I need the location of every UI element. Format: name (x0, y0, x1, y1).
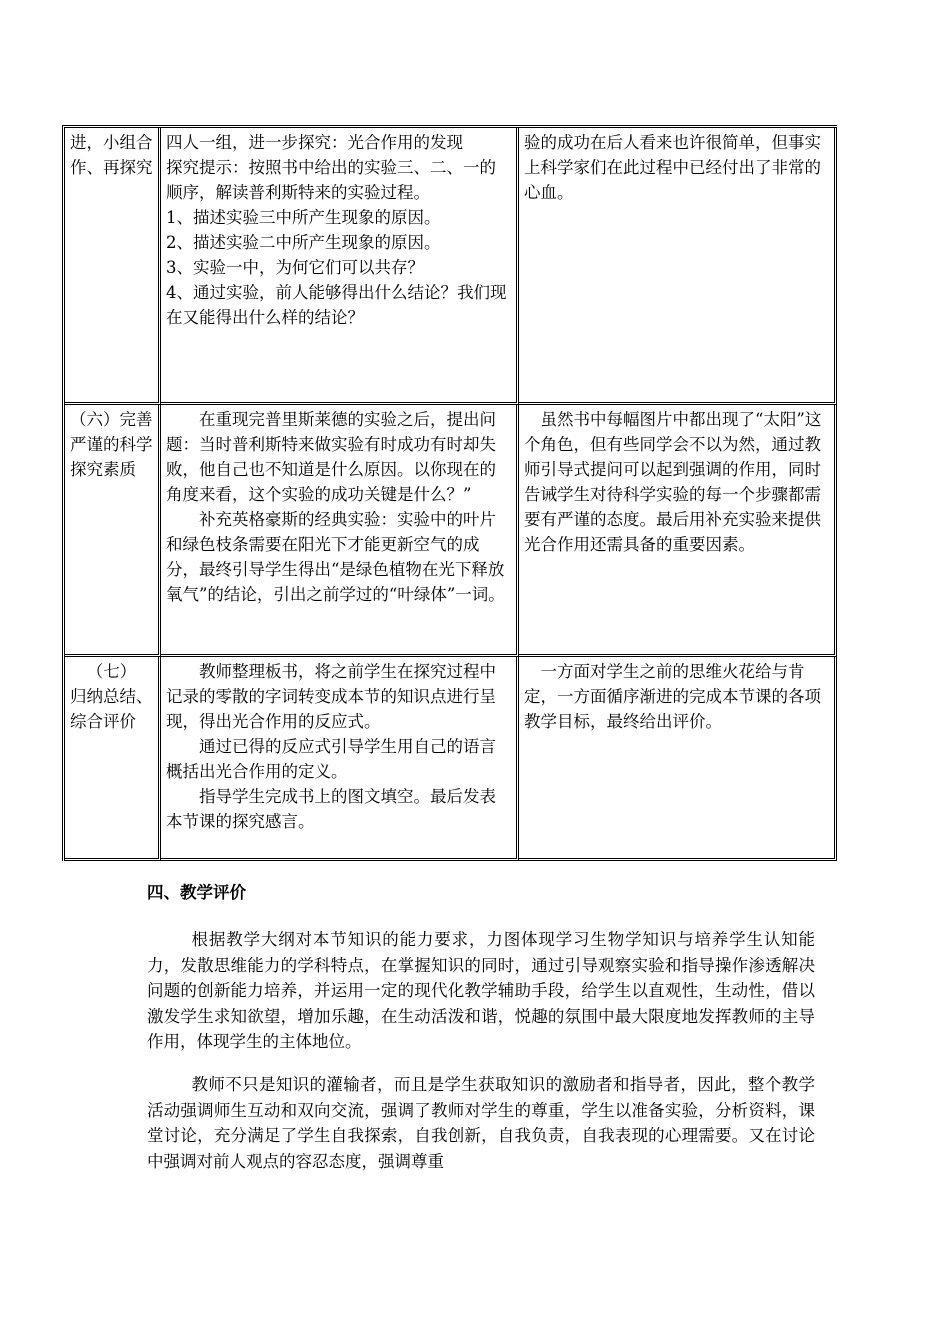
activity-line: 4、通过实验，前人能够得出什么结论？我们现在又能得出什么样的结论？ (166, 283, 507, 327)
activity-line: 四人一组，进一步探究：光合作用的发现 (166, 133, 463, 152)
intent-text: 虽然书中每幅图片中都出现了“太阳”这个角色，但有些同学会不以为然，通过教师引导式提问可以起到强调的作用，同时告诫学生对待科学实验的每一个步骤都需要有严谨的态度。最后用补充实验来提供光合作用还需具备的重要因素。 (524, 410, 822, 554)
body-paragraph: 教师不只是知识的灌输者，而且是学生获取知识的激励者和指导者，因此，整个教学活动强调师生互动和双向交流，强调了教师对学生的尊重，学生以准备实验，分析资料，课堂讨论，充分满足了学生自我探索，自我创新，自我负责，自我表现的心理需要。又在讨论中强调对前人观点的容忍态度，强调尊重 (147, 1075, 815, 1171)
stage-cell (65, 405, 161, 657)
activity-cell (161, 657, 519, 861)
activity-paragraph: 补充英格豪斯的经典实验：实验中的叶片和绿色枝条需要在阳光下才能更新空气的成分，最终引导学生得出“是绿色植物在光下释放氧气”的结论，引出之前学过的“叶绿体”一词。 (166, 510, 505, 604)
lesson-plan-table (62, 125, 837, 861)
table-row (65, 128, 837, 405)
stage-text: （六）完善严谨的科学探究素质 (70, 410, 153, 479)
activity-line: 3、实验一中，为何它们可以共存？ (166, 258, 424, 277)
table-row (65, 405, 837, 657)
activity-line: 2、描述实验二中所产生现象的原因。 (166, 233, 441, 252)
intent-text: 验的成功在后人看来也许很简单，但事实上科学家们在此过程中已经付出了非常的心血。 (524, 133, 821, 202)
activity-paragraph: 在重现完普里斯莱德的实验之后，提出问题：当时普利斯特来做实验有时成功有时却失败，他自己也不知道是什么原因。以你现在的角度来看，这个实验的成功关键是什么？” (166, 410, 496, 504)
intent-cell (519, 128, 837, 405)
intent-cell (519, 657, 837, 861)
stage-cell (65, 128, 161, 405)
section-heading: 四、教学评价 (147, 883, 246, 902)
stage-cell (65, 657, 161, 861)
stage-text: 归纳总结、综合评价 (70, 687, 153, 731)
stage-number: （七） (86, 662, 137, 681)
table-row (65, 657, 837, 861)
activity-line: 1、描述实验三中所产生现象的原因。 (166, 208, 441, 227)
activity-cell (161, 128, 519, 405)
body-paragraph: 根据教学大纲对本节知识的能力要求，力图体现学习生物学知识与培养学生认知能力，发散思维能力的学科特点，在掌握知识的同时，通过引导观察实验和指导操作渗透解决问题的创新能力培养，并运用一定的现代化教学辅助手段，给学生以直观性，生动性，借以激发学生求知欲望，增加乐趣，在生动活泼和谐，悦趣的氛围中最大限度地发挥教师的主导作用，体现学生的主体地位。 (147, 930, 815, 1051)
intent-text: 一方面对学生之前的思维火花给与肯定，一方面循序渐进的完成本节课的各项教学目标，最终给出评价。 (524, 662, 821, 731)
intent-cell (519, 405, 837, 657)
stage-text: 进，小组合作、再探究 (70, 133, 153, 177)
activity-line: 探究提示：按照书中给出的实验三、二、一的顺序，解读普利斯特来的实验过程。 (166, 158, 496, 202)
activity-paragraph: 教师整理板书，将之前学生在探究过程中记录的零散的字词转变成本节的知识点进行呈现，得出光合作用的反应式。 (166, 662, 496, 731)
activity-cell (161, 405, 519, 657)
activity-paragraph: 通过已得的反应式引导学生用自己的语言概括出光合作用的定义。 (166, 737, 496, 781)
activity-paragraph: 指导学生完成书上的图文填空。最后发表本节课的探究感言。 (166, 787, 496, 831)
